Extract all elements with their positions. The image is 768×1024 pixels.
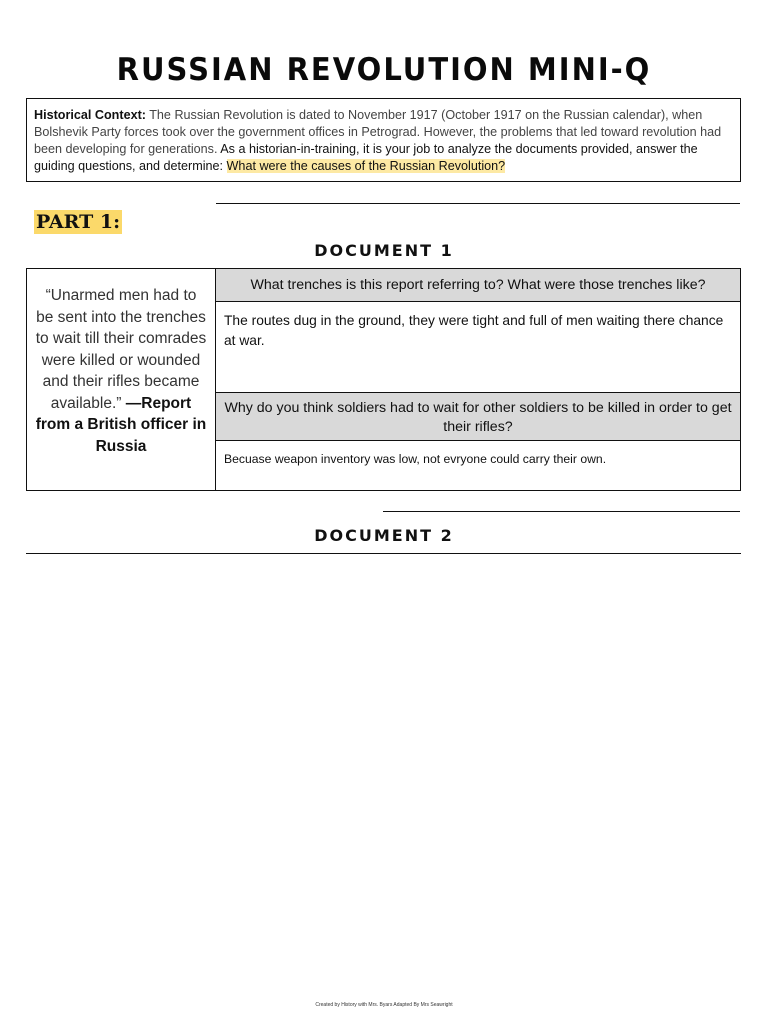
divider-part1 xyxy=(216,203,740,204)
document-1-heading: DOCUMENT 1 xyxy=(314,241,454,260)
context-question: What were the causes of the Russian Revolution? xyxy=(226,159,506,173)
page-title: RUSSIAN REVOLUTION MINI-Q xyxy=(116,50,652,88)
divider-document2 xyxy=(383,511,740,512)
question-1: What trenches is this report referring to? What were those trenches like? xyxy=(216,269,740,302)
part-label: PART 1: xyxy=(36,211,121,233)
document-2-heading: DOCUMENT 2 xyxy=(314,526,454,545)
question-2: Why do you think soldiers had to wait for other soldiers to be killed in order to get their rifles? xyxy=(216,392,740,441)
context-instruction: As a historian-in-training, it is your job to analyze the documents provided, answer the guiding questions, and determine: xyxy=(34,142,698,173)
document-1-table xyxy=(26,268,741,491)
answer-2[interactable]: Becuase weapon inventory was low, not evryone could carry their own. xyxy=(224,452,607,466)
footer-credit: Created by History with Mrs. Byars Adapted By Mrs Seawright xyxy=(315,1002,453,1008)
quote-text: “Unarmed men had to be sent into the trenches to wait till their comrades were killed or wounded and their rifles became available.” xyxy=(35,287,207,412)
quote-source: —Report from a British officer in Russia xyxy=(35,394,207,455)
document-1-quote xyxy=(27,269,216,490)
context-label: Historical Context: xyxy=(34,108,146,122)
historical-context-box xyxy=(26,98,741,182)
context-text: The Russian Revolution is dated to November 1917 (October 1917 on the Russian calendar), when Bolshevik Party forces took over the government offices in Petrograd. However, the problems that led toward revolution had been developing for generations. xyxy=(34,108,722,156)
divider-document2-bottom xyxy=(26,553,741,554)
answer-1[interactable]: The routes dug in the ground, they were tight and full of men waiting there chance at war. xyxy=(224,313,724,348)
